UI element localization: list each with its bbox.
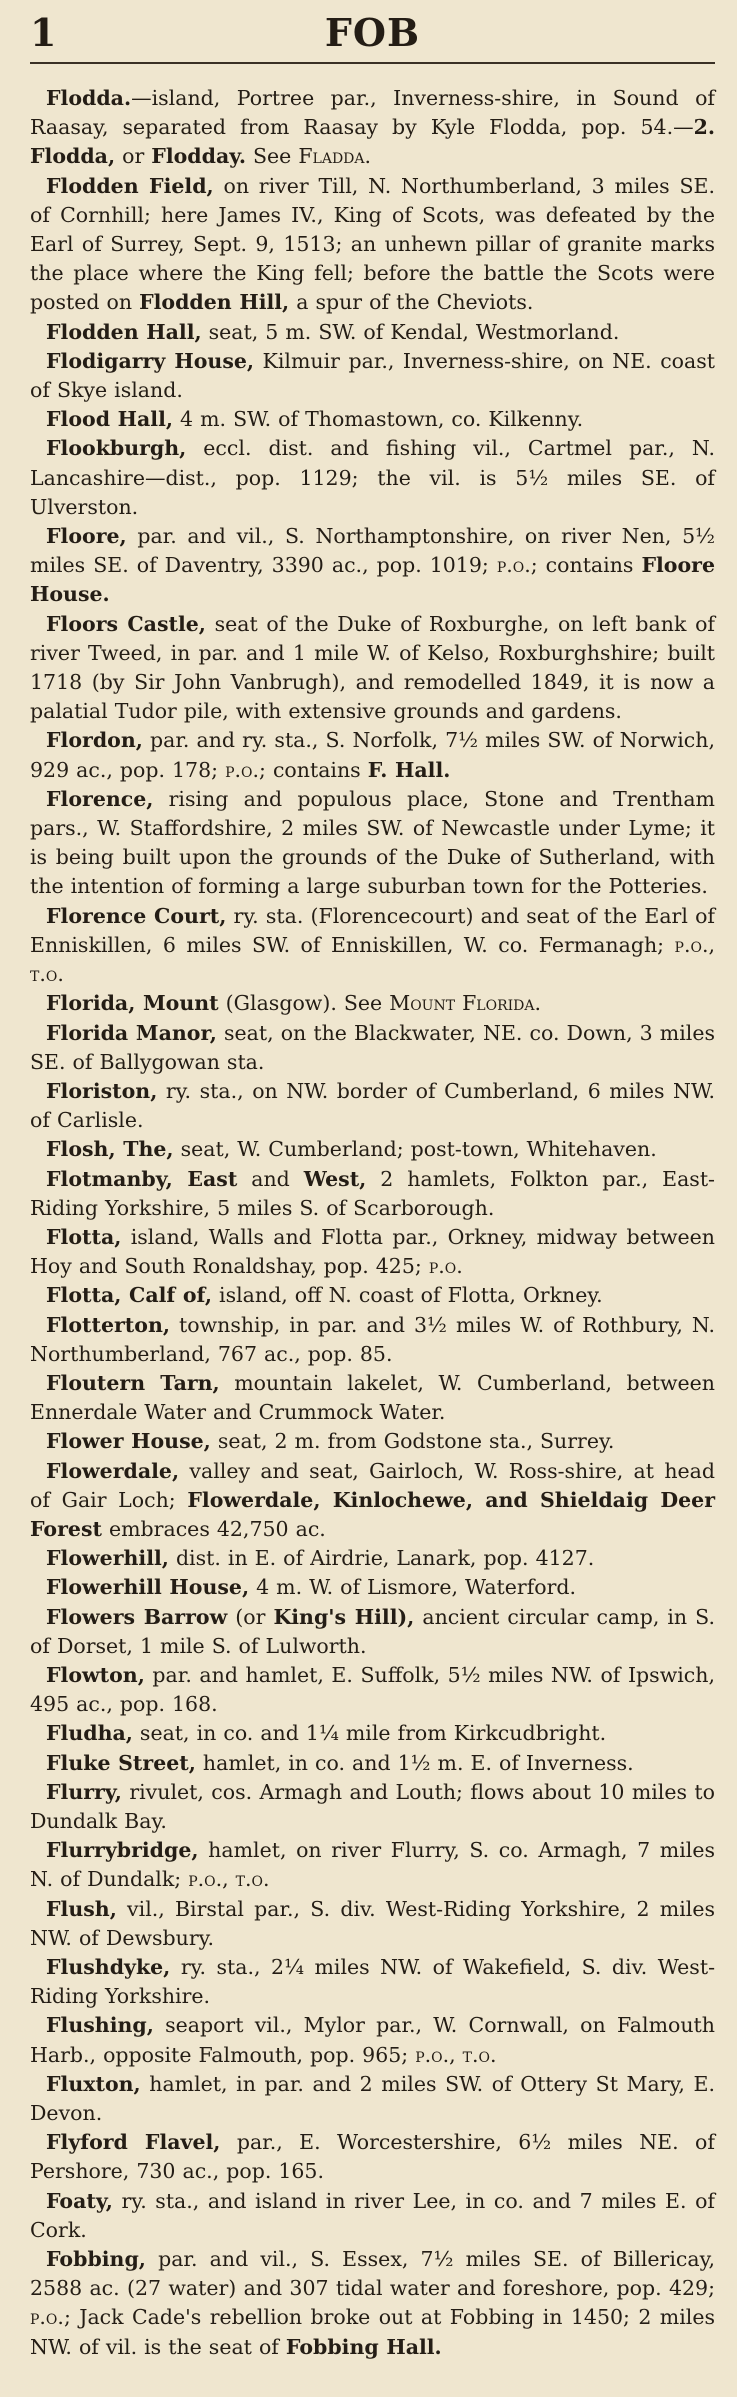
entry-small-caps: p.o. xyxy=(30,2305,64,2330)
entry-headword: Flookburgh, xyxy=(46,436,187,461)
entry-text: ry. sta., 2¼ miles NW. of Wakefield, S. div. West-Riding Yorkshire. xyxy=(30,1955,715,2009)
entry-text: (or xyxy=(227,1604,274,1629)
entry-flood-hall xyxy=(30,405,715,434)
entry-text: 2 hamlets, Folkton par., East-Riding Yorkshire, 5 miles S. of Scarborough. xyxy=(30,1166,715,1220)
entry-headword: Flowerhill, xyxy=(46,1546,169,1571)
entry-headword: Flurry, xyxy=(46,1779,122,1804)
entry-headword: Flodden Hill, xyxy=(139,290,290,315)
entry-small-caps: p.o. xyxy=(496,553,531,578)
entry-headword: Flodden Hall, xyxy=(46,319,202,344)
entry-headword: West, xyxy=(303,1166,367,1191)
entry-text: ; Jack Cade's rebellion broke out at Fobbing in 1450; 2 miles NW. of vil. is the seat of xyxy=(30,2305,715,2359)
entry-headword: Flodden Field, xyxy=(46,173,214,198)
entry-flushdyke xyxy=(30,1953,715,2011)
entry-text: seat, in co. and 1¼ mile from Kirkcudbright. xyxy=(132,1721,607,1746)
entry-flowerdale xyxy=(30,1457,715,1545)
entry-flush xyxy=(30,1895,715,1953)
entry-text: or xyxy=(115,144,152,169)
entry-headword: Flordon, xyxy=(46,728,143,753)
entry-flodden-field xyxy=(30,172,715,318)
entry-headword: Florida Manor, xyxy=(46,1020,217,1045)
entry-florida-manor xyxy=(30,1019,715,1077)
entry-floriston xyxy=(30,1077,715,1135)
entry-flotterton xyxy=(30,1311,715,1369)
entry-small-caps: Fladda xyxy=(298,144,365,169)
entry-headword: Fluke Street, xyxy=(46,1750,196,1775)
entry-text: par. and hamlet, E. Suffolk, 5½ miles NW. of Ipswich, 495 ac., pop. 168. xyxy=(30,1662,715,1717)
entry-headword: Floriston, xyxy=(46,1078,158,1103)
entry-text: hamlet, on river Flurry, S. co. Armagh, 7 miles N. of Dundalk; xyxy=(30,1838,715,1892)
entry-headword: Florida, Mount xyxy=(46,991,219,1016)
entry-text: a spur of the Cheviots. xyxy=(289,290,534,315)
entry-text: ancient circular camp, in S. of Dorset, 1 mile S. of Lulworth. xyxy=(30,1604,715,1658)
entry-headword: Flyford Flavel, xyxy=(46,2130,221,2155)
entry-headword: Fludha, xyxy=(46,1721,133,1746)
entry-text: seaport vil., Mylor par., W. Cornwall, on Falmouth Harb., opposite Falmouth, pop. 965; xyxy=(30,2013,715,2067)
entry-small-caps: p.o., t.o. xyxy=(415,2042,497,2067)
entry-small-caps: Mount Florida xyxy=(389,991,535,1016)
entry-text: vil., Birstal par., S. div. West-Riding Yorkshire, 2 miles NW. of Dewsbury. xyxy=(30,1896,715,1950)
entry-text: par., E. Worcestershire, 6½ miles NE. of Pershore, 730 ac., pop. 165. xyxy=(30,2130,715,2184)
page-title: FOB xyxy=(324,10,421,55)
entry-text: island, Walls and Flotta par., Orkney, midway between Hoy and South Ronaldshay, pop. 425; xyxy=(30,1224,715,1279)
entry-headword: Flowerdale, Kinlochewe, and Shieldaig Deer Forest xyxy=(30,1487,715,1541)
entry-flurrybridge xyxy=(30,1836,715,1894)
entry-text: and xyxy=(237,1166,304,1191)
entry-text: . xyxy=(364,144,372,169)
entry-text: ry. sta. (Florencecourt) and seat of the Earl of Enniskillen, 6 miles SW. of Enniskillen, W. co. Fermanagh; xyxy=(30,903,715,957)
entry-flodden-hall xyxy=(30,318,715,347)
entry-headword: Florence, xyxy=(46,786,154,811)
entry-headword: Flood Hall, xyxy=(46,407,174,432)
entry-text: dist. in E. of Airdrie, Lanark, pop. 4127. xyxy=(168,1546,595,1571)
entry-fluxton xyxy=(30,2070,715,2128)
entry-text: eccl. dist. and fishing vil., Cartmel par., N. Lancashire—dist., pop. 1129; the vil. is 5½ miles SE. of Ulverston. xyxy=(30,436,715,519)
entry-text: hamlet, in co. and 1½ m. E. of Inverness. xyxy=(195,1750,634,1775)
entry-headword: Foaty, xyxy=(46,2188,113,2213)
page-header xyxy=(30,0,715,64)
entry-florence xyxy=(30,785,715,902)
entry-text: on river Till, N. Northumberland, 3 miles SE. of Cornhill; here James IV., King of Scots, was defeated by the Earl of Surrey, Sept. 9, 1513; an unhewn pillar of granite marks the place where the King fell; before the battle the Scots were posted on xyxy=(30,173,715,315)
entry-headword: King's Hill), xyxy=(273,1604,415,1629)
entry-text: Kilmuir par., Inverness-shire, on NE. coast of Skye island. xyxy=(30,348,716,403)
entry-headword: Flower House, xyxy=(46,1429,211,1454)
entry-text: seat of the Duke of Roxburghe, on left bank of river Tweed, in par. and 1 mile W. of Kelso, Roxburghshire; built 1718 (by Sir John Vanbrugh), and remodelled 1849, it is now a palatial Tudor pile, with extensive grounds and gardens. xyxy=(30,611,715,724)
entry-headword: Flodda. xyxy=(46,86,132,110)
entry-headword: Florence Court, xyxy=(46,903,227,928)
entry-text: mountain lakelet, W. Cumberland, between Ennerdale Water and Crummock Water. xyxy=(30,1370,715,1425)
entry-text: hamlet, in par. and 2 miles SW. of Ottery St Mary, E. Devon. xyxy=(30,2071,715,2126)
entry-text: seat, 2 m. from Godstone sta., Surrey. xyxy=(210,1429,615,1454)
entry-headword: Flotterton, xyxy=(46,1312,170,1337)
entry-headword: F. Hall. xyxy=(367,757,451,782)
entry-text: ; contains xyxy=(530,553,642,578)
entry-headword: Flotmanby, East xyxy=(46,1166,238,1191)
entry-text: par. and ry. sta., S. Norfolk, 7½ miles SW. of Norwich, 929 ac., pop. 178; xyxy=(30,728,715,782)
entry-text: par. and vil., S. Essex, 7½ miles SE. of Billericay, 2588 ac. (27 water) and 307 tidal water and foreshore, pop. 429; xyxy=(30,2247,715,2301)
entry-floutern-tarn xyxy=(30,1369,715,1427)
entry-text: ry. sta., and island in river Lee, in co. and 7 miles E. of Cork. xyxy=(30,2188,715,2242)
entry-small-caps: p.o., t.o. xyxy=(30,932,715,987)
entry-flodigarry-house xyxy=(30,347,715,405)
entry-text: township, in par. and 3½ miles W. of Rothbury, N. Northumberland, 767 ac., pop. 85. xyxy=(30,1312,715,1366)
entry-headword: Flurrybridge, xyxy=(46,1838,199,1863)
entry-headword: Flodday. xyxy=(151,144,246,169)
entry-floors-castle xyxy=(30,610,715,727)
entry-headword: 2. Flodda, xyxy=(30,115,715,169)
entry-headword: Flowers Barrow xyxy=(46,1604,228,1629)
entry-flotta xyxy=(30,1223,715,1281)
gazetteer-entries xyxy=(30,84,715,2362)
entry-florida-mount xyxy=(30,989,715,1018)
entry-text: See xyxy=(245,144,299,169)
entry-text: valley and seat, Gairloch, W. Ross-shire, at head of Gair Loch; xyxy=(30,1458,715,1512)
entry-text: ry. sta., on NW. border of Cumberland, 6 miles NW. of Carlisle. xyxy=(30,1078,715,1133)
entry-headword: Flotta, Calf of, xyxy=(46,1283,213,1308)
entry-headword: Flowerdale, xyxy=(46,1458,180,1483)
entry-text: . xyxy=(534,991,542,1016)
entry-headword: Flosh, The, xyxy=(46,1137,174,1162)
entry-flotmanby xyxy=(30,1165,715,1223)
entry-small-caps: p.o., t.o. xyxy=(188,1867,270,1892)
entry-flordon xyxy=(30,726,715,784)
entry-flodda xyxy=(30,84,715,172)
entry-flyford-flavel xyxy=(30,2128,715,2186)
entry-headword: Flushdyke, xyxy=(46,1955,171,1979)
entry-text: (Glasgow). See xyxy=(218,991,390,1016)
entry-flower-house xyxy=(30,1427,715,1456)
entry-flushing xyxy=(30,2011,715,2069)
entry-headword: Fluxton, xyxy=(46,2071,141,2096)
entry-headword: Floors Castle, xyxy=(46,611,206,636)
entry-text: embraces 42,750 ac. xyxy=(101,1516,326,1541)
entry-text: rivulet, cos. Armagh and Louth; flows about 10 miles to Dundalk Bay. xyxy=(30,1779,715,1833)
entry-small-caps: p.o. xyxy=(225,757,260,782)
entry-headword: Flotta, xyxy=(46,1224,122,1249)
page-number: 1 xyxy=(30,10,57,55)
entry-headword: Fobbing Hall. xyxy=(285,2334,442,2359)
entry-flotta-calf-of xyxy=(30,1281,715,1310)
entry-headword: Floore, xyxy=(46,524,127,549)
entry-headword: Flushing, xyxy=(46,2013,154,2038)
entry-text: par. and vil., S. Northamptonshire, on river Nen, 5½ miles SE. of Daventry, 3390 ac., pop. 1019; xyxy=(30,524,715,578)
entry-headword: Flowton, xyxy=(46,1662,145,1687)
entry-headword: Flowerhill House, xyxy=(46,1575,250,1600)
entry-fobbing xyxy=(30,2245,715,2362)
entry-flosh-the xyxy=(30,1135,715,1164)
entry-text: island, off N. coast of Flotta, Orkney. xyxy=(212,1283,603,1308)
entry-floore xyxy=(30,522,715,610)
entry-headword: Floutern Tarn, xyxy=(46,1370,220,1395)
entry-flowerhill-house xyxy=(30,1573,715,1602)
entry-headword: Floore House. xyxy=(30,553,715,607)
entry-headword: Flush, xyxy=(46,1896,117,1921)
entry-text: 4 m. SW. of Thomastown, co. Kilkenny. xyxy=(173,407,584,432)
entry-headword: Fobbing, xyxy=(46,2247,146,2272)
entry-flurry xyxy=(30,1778,715,1836)
entry-fluke-street xyxy=(30,1749,715,1778)
entry-text: —island, Portree par., Inverness-shire, in Sound of Raasay, separated from Raasay by Kyle Flodda, pop. 54.— xyxy=(30,86,715,140)
entry-text: seat, W. Cumberland; post-town, Whitehaven. xyxy=(173,1137,657,1162)
entry-text: seat, on the Blackwater, NE. co. Down, 3 miles SE. of Ballygowan sta. xyxy=(30,1020,716,1074)
entry-text: ; contains xyxy=(259,757,368,782)
entry-fludha xyxy=(30,1719,715,1748)
entry-flookburgh xyxy=(30,434,715,522)
entry-headword: Flodigarry House, xyxy=(46,348,255,373)
entry-flowers-barrow xyxy=(30,1603,715,1661)
entry-flowton xyxy=(30,1661,715,1719)
entry-florence-court xyxy=(30,902,715,990)
entry-text: seat, 5 m. SW. of Kendal, Westmorland. xyxy=(201,319,620,344)
entry-text: rising and populous place, Stone and Trentham pars., W. Staffordshire, 2 miles SW. of Newcastle under Lyme; it is being built upon the grounds of the Duke of Sutherland, with the intention of forming a large suburban town for the Potteries. xyxy=(30,786,715,899)
entry-flowerhill xyxy=(30,1544,715,1573)
entry-small-caps: p.o. xyxy=(428,1254,463,1279)
entry-text: 4 m. W. of Lismore, Waterford. xyxy=(249,1575,577,1600)
entry-foaty xyxy=(30,2187,715,2245)
